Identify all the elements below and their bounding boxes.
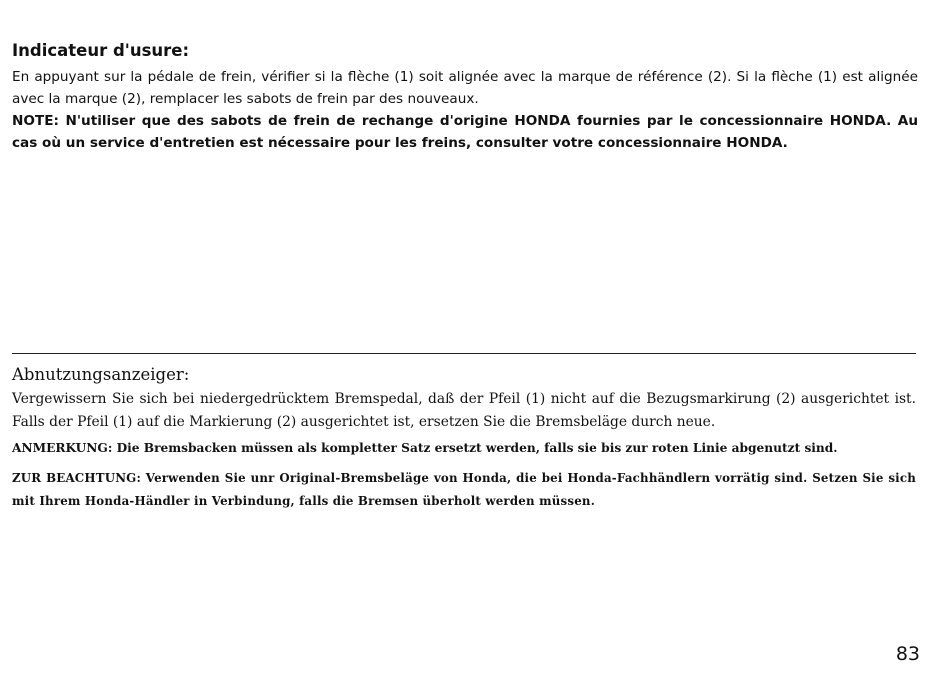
german-note-label: ANMERKUNG: [12, 441, 113, 455]
french-note-label: NOTE: [12, 113, 59, 129]
french-heading: Indicateur d'usure: [12, 41, 190, 60]
french-note [12, 110, 918, 154]
german-note-text: Die Bremsbacken müssen als kompletter Satz ersetzt werden, falls sie bis zur roten Linie abgenutzt sind. [116, 441, 838, 455]
german-attention-label: ZUR BEACHTUNG: [12, 471, 142, 485]
french-body-text: En appuyant sur la pédale de frein, vérifier si la flèche (1) soit alignée avec la marque de référence (2). Si la flèche (1) est alignée avec la marque (2), remplacer les sabots de frein par des nouveaux. [12, 69, 918, 107]
french-section [12, 40, 918, 154]
german-attention [12, 467, 916, 513]
page-number: 83 [895, 643, 920, 665]
french-note-text: N'utiliser que des sabots de frein de rechange d'origine HONDA fournies par le concessionnaire HONDA. Au cas où un service d'entretien est nécessaire pour les freins, consulter votre concessionnaire HONDA. [12, 113, 919, 151]
german-heading: Abnutzungsanzeiger: [12, 365, 190, 384]
german-attention-text: Verwenden Sie unr Original-Bremsbeläge von Honda, die bei Honda-Fachhändlern vorrätig sind. Setzen Sie sich mit Ihrem Honda-Händler in Verbindung, falls die Bremsen überholt werden müssen. [12, 471, 917, 508]
german-section [12, 364, 916, 513]
german-note [12, 437, 916, 459]
section-divider [12, 353, 916, 354]
german-body-text: Vergewissern Sie sich bei niedergedrücktem Bremspedal, daß der Pfeil (1) nicht auf die Bezugsmarkirung (2) ausgerichtet ist. Falls der Pfeil (1) auf die Markierung (2) ausgerichtet ist, ersetzen Sie die Bremsbeläge durch neue. [12, 391, 916, 430]
